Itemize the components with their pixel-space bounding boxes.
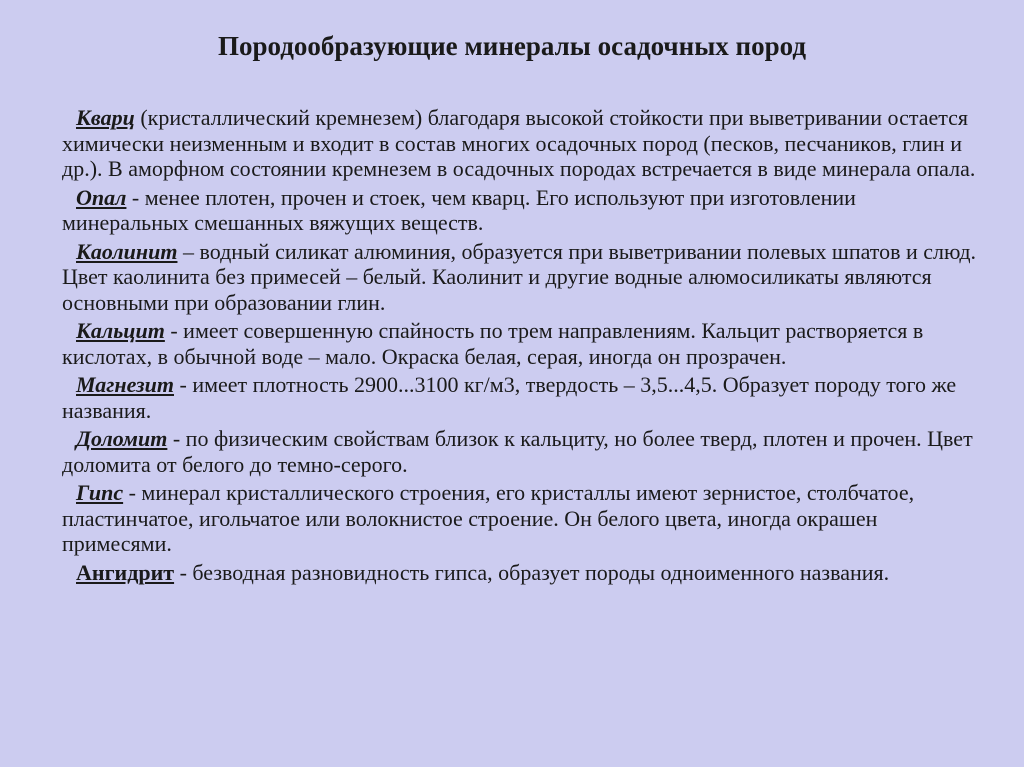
term-magnesite: Магнезит bbox=[76, 372, 174, 397]
desc-gypsum: - минерал кристаллического строения, его кристаллы имеют зернистое, столбчатое, пластинчатое, игольчатое или волокнистое строение. Он белого цвета, иногда окрашен примесями. bbox=[62, 480, 915, 556]
term-kaolinite: Каолинит bbox=[76, 238, 178, 264]
paragraph-opal bbox=[62, 185, 982, 236]
term-anhydrite: Ангидрит bbox=[76, 559, 175, 585]
paragraph-magnesite bbox=[62, 372, 982, 423]
term-opal: Опал bbox=[76, 184, 127, 210]
paragraph-calcite bbox=[62, 318, 982, 369]
term-quartz: Кварц bbox=[76, 105, 135, 130]
desc-calcite: - имеет совершенную спайность по трем направлениям. Кальцит растворяется в кислотах, в обычной воде – мало. Окраска белая, серая, иногда он прозрачен. bbox=[62, 318, 924, 369]
paragraph-anhydrite bbox=[62, 560, 982, 586]
desc-opal: - менее плотен, прочен и стоек, чем кварц. Его используют при изготовлении минеральных смешанных вяжущих веществ. bbox=[62, 184, 856, 235]
term-gypsum: Гипс bbox=[76, 480, 124, 505]
paragraph-dolomite bbox=[62, 426, 982, 477]
desc-dolomite: - по физическим свойствам близок к кальциту, но более тверд, плотен и прочен. Цвет доломита от белого до темно-серого. bbox=[62, 426, 973, 477]
desc-quartz: (кристаллический кремнезем) благодаря высокой стойкости при выветривании остается химически неизменным и входит в состав многих осадочных пород (песков, песчаников, глин и др.). В аморфном состоянии кремнезем в осадочных породах встречается в виде минерала опала. bbox=[62, 105, 976, 181]
slide-body bbox=[62, 105, 982, 588]
desc-kaolinite: – водный силикат алюминия, образуется при выветривании полевых шпатов и слюд. Цвет каолинита без примесей – белый. Каолинит и другие водные алюмосиликаты являются основными при образовании глин. bbox=[62, 238, 977, 315]
paragraph-quartz bbox=[62, 105, 982, 182]
slide-title: Породообразующие минералы осадочных пород bbox=[218, 31, 806, 61]
desc-anhydrite: - безводная разновидность гипса, образует породы одноименного названия. bbox=[174, 559, 890, 585]
term-dolomite: Доломит bbox=[76, 426, 168, 451]
paragraph-gypsum bbox=[62, 480, 982, 557]
desc-magnesite: - имеет плотность 2900...3100 кг/м3, твердость – 3,5...4,5. Образует породу того же названия. bbox=[62, 372, 957, 423]
term-calcite: Кальцит bbox=[76, 318, 165, 343]
paragraph-kaolinite bbox=[62, 239, 982, 316]
